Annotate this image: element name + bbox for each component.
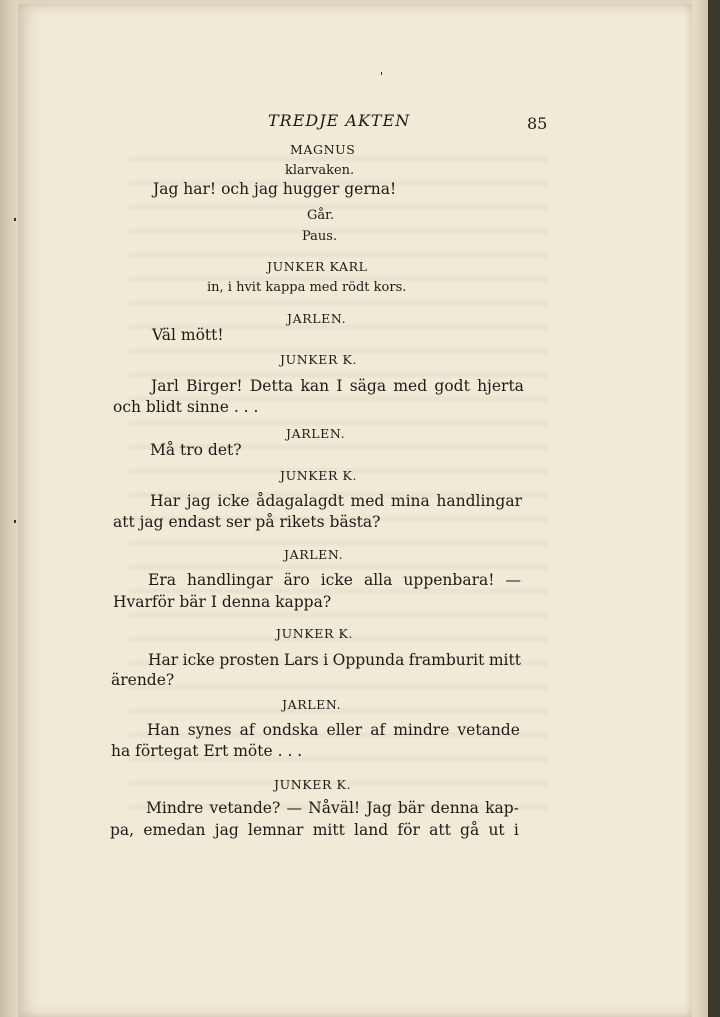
word: Nåväl! xyxy=(308,799,361,817)
dialogue-line: ha förtegat Ert möte . . . xyxy=(111,742,303,760)
word: handlingar xyxy=(436,492,522,510)
page-number: 85 xyxy=(527,114,548,133)
dialogue-line: ärende? xyxy=(111,671,175,689)
dialogue-line xyxy=(150,494,522,510)
right-page-edge xyxy=(692,0,708,1017)
word: Han xyxy=(147,721,180,739)
word: icke xyxy=(182,651,215,669)
word: med xyxy=(350,492,385,510)
word: Oppunda xyxy=(332,651,405,669)
word: med xyxy=(393,377,428,395)
page-mark xyxy=(14,520,16,523)
speaker-name: JUNKER K. xyxy=(274,777,352,792)
word: af xyxy=(370,721,386,739)
dialogue-line xyxy=(148,653,521,669)
word: mitt xyxy=(312,821,345,839)
word: att xyxy=(429,821,451,839)
word: gå xyxy=(460,821,480,839)
word: Jarl xyxy=(151,377,179,395)
speaker-name: MAGNUS xyxy=(290,142,356,157)
word: mina xyxy=(390,492,430,510)
word: mitt xyxy=(488,651,521,669)
word: denna xyxy=(430,799,479,817)
word: i xyxy=(323,651,329,669)
word: Jag xyxy=(366,799,392,817)
word: bär xyxy=(397,799,425,817)
word: vetande? xyxy=(209,799,281,817)
word: Har xyxy=(148,651,179,669)
word: land xyxy=(354,821,389,839)
word: äro xyxy=(283,571,310,589)
speaker-name: JARLEN. xyxy=(287,311,347,326)
dialogue-line: att jag endast ser på rikets bästa? xyxy=(113,513,381,531)
dialogue-line: Hvarför bär I denna kappa? xyxy=(113,593,332,611)
word: Era xyxy=(148,571,176,589)
dialogue-line xyxy=(146,801,519,817)
word: synes xyxy=(187,721,232,739)
word: jag xyxy=(214,821,239,839)
speaker-name: JUNKER KARL xyxy=(267,259,368,274)
word: handlingar xyxy=(187,571,273,589)
word: ådagalagdt xyxy=(256,492,344,510)
stage-direction: klarvaken. xyxy=(285,163,355,178)
dialogue-line: Väl mött! xyxy=(152,326,224,344)
dialogue-line xyxy=(147,723,520,739)
dialogue-line: och blidt sinne . . . xyxy=(113,398,259,416)
speaker-name: JUNKER K. xyxy=(280,468,358,483)
word: icke xyxy=(320,571,353,589)
speaker-name: JARLEN. xyxy=(286,426,346,441)
running-title: TREDJE AKTEN xyxy=(268,111,411,130)
word: eller xyxy=(326,721,363,739)
word: kap- xyxy=(485,799,519,817)
stage-direction: in, i hvit kappa med rödt kors. xyxy=(207,280,407,295)
word: Mindre xyxy=(146,799,204,817)
page-mark xyxy=(14,218,16,221)
speaker-name: JUNKER K. xyxy=(276,626,354,641)
word: godt xyxy=(434,377,470,395)
book-page xyxy=(18,4,692,1017)
word: i xyxy=(513,821,519,839)
speaker-name: JUNKER K. xyxy=(280,352,358,367)
word: lemnar xyxy=(247,821,304,839)
speaker-name: JARLEN. xyxy=(282,697,342,712)
dialogue-line: Må tro det? xyxy=(150,441,242,459)
word: framburit xyxy=(408,651,485,669)
left-page-edge xyxy=(0,0,18,1017)
word: mindre xyxy=(393,721,450,739)
word: pa, xyxy=(110,821,135,839)
word: ut xyxy=(488,821,505,839)
word: jag xyxy=(186,492,211,510)
word: vetande xyxy=(457,721,520,739)
word: säga xyxy=(349,377,387,395)
word: hjerta xyxy=(477,377,524,395)
dialogue-line: Jag har! och jag hugger gerna! xyxy=(153,180,397,198)
speaker-name: JARLEN. xyxy=(284,547,344,562)
page-mark xyxy=(381,72,382,75)
word: prosten xyxy=(219,651,280,669)
word: — xyxy=(286,799,302,817)
word: I xyxy=(336,377,343,395)
dialogue-line xyxy=(110,823,519,839)
word: Detta xyxy=(249,377,294,395)
dialogue-line xyxy=(148,573,521,589)
word: — xyxy=(505,571,521,589)
word: af xyxy=(239,721,255,739)
word: icke xyxy=(217,492,250,510)
word: Lars xyxy=(283,651,319,669)
word: Birger! xyxy=(186,377,243,395)
word: emedan xyxy=(143,821,206,839)
word: ondska xyxy=(262,721,319,739)
word: för xyxy=(397,821,420,839)
stage-direction: Paus. xyxy=(302,229,338,244)
word: alla xyxy=(363,571,393,589)
word: kan xyxy=(300,377,330,395)
word: uppenbara! xyxy=(403,571,495,589)
dialogue-line xyxy=(151,379,524,395)
word: Har xyxy=(150,492,181,510)
stage-direction: Går. xyxy=(307,208,335,223)
